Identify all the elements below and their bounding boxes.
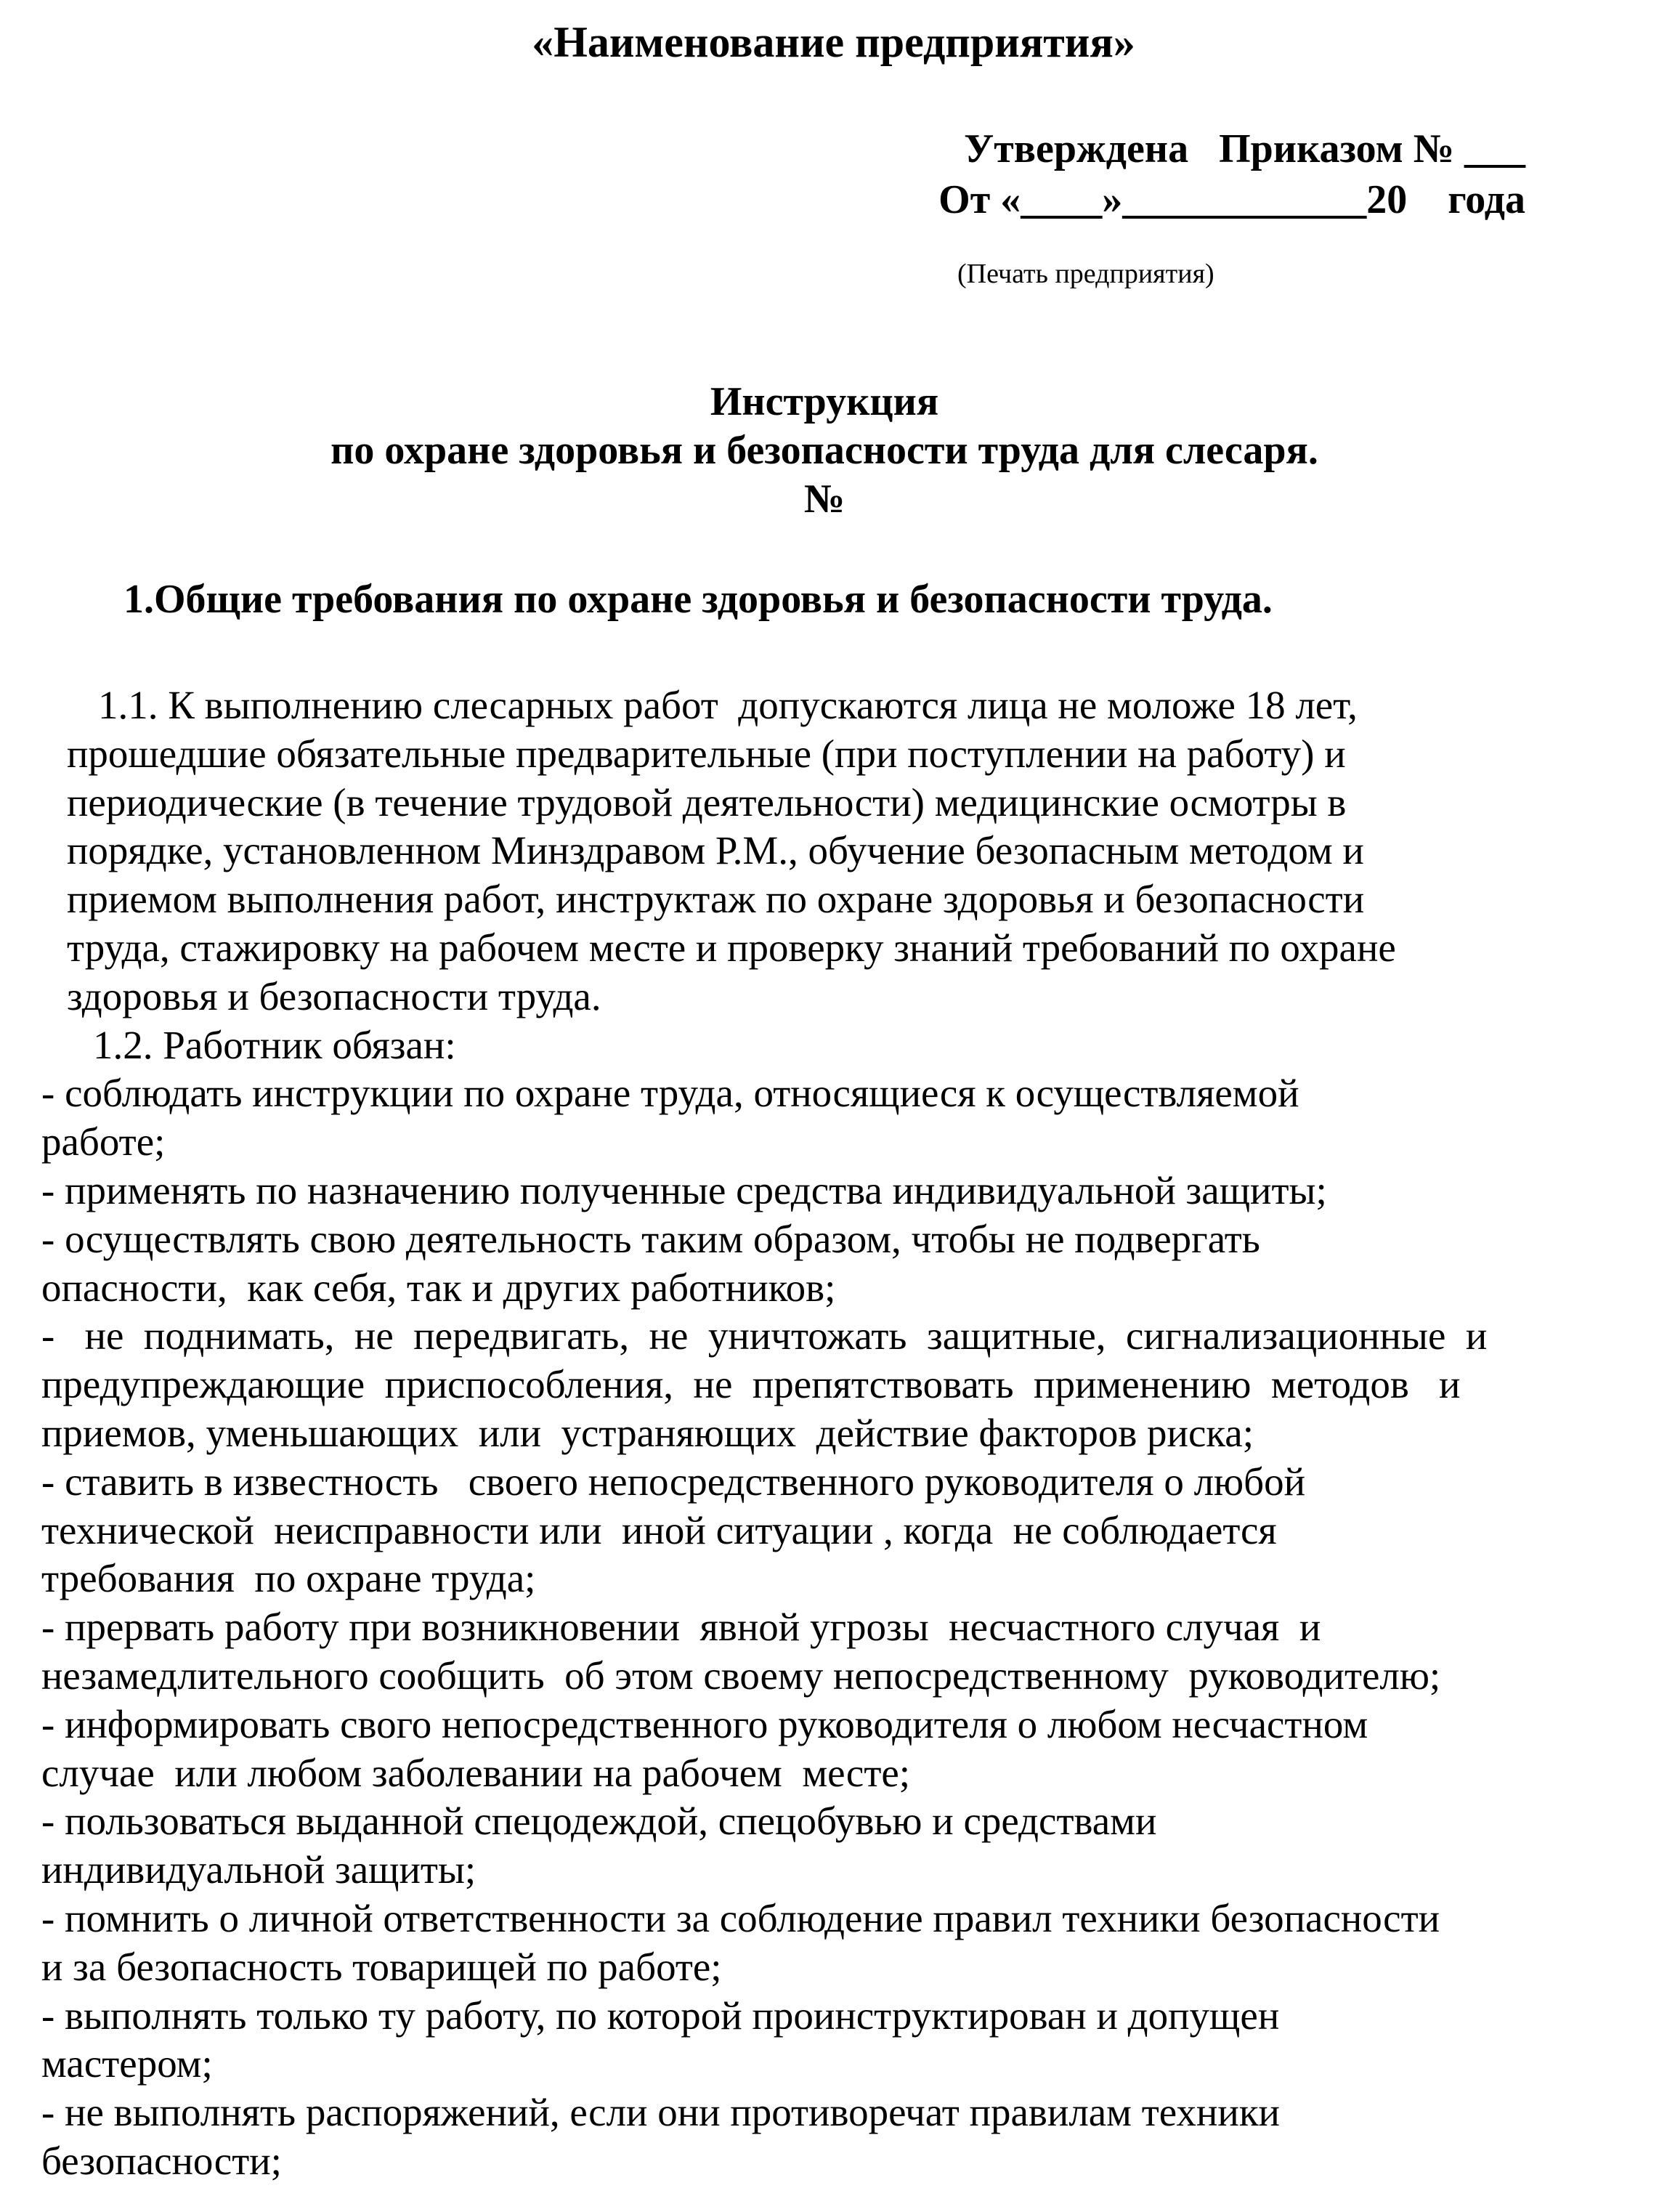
text-line: работе; <box>41 1119 166 1164</box>
text-line: незамедлительного сообщить об этом своему непосредственному руководителю; <box>41 1653 1441 1698</box>
approval-order-line: Утверждена Приказом № ___ <box>964 126 1525 171</box>
approval-block <box>938 123 1525 225</box>
text-line: прошедшие обязательные предварительные (при поступлении на работу) и <box>67 731 1346 776</box>
text-line: требования по охране труда; <box>41 1556 536 1601</box>
list-item: - помнить о личной ответственности за соблюдение правил техники безопасности <box>41 1896 1440 1940</box>
text-line: порядке, установленном Минздравом Р.М., обучение безопасным методом и <box>67 828 1364 873</box>
list-item: - выполнять только ту работу, по которой проинструктирован и допущен <box>41 1993 1280 2038</box>
text-line: 1.2. Работник обязан: <box>93 1022 456 1067</box>
text-line: мастером; <box>41 2041 213 2086</box>
text-line: случае или любом заболевании на рабочем месте; <box>41 1750 911 1795</box>
text-line: приемом выполнения работ, инструктаж по охране здоровья и безопасности <box>67 877 1365 922</box>
text-line: технической неисправности или иной ситуации , когда не соблюдается <box>41 1507 1277 1552</box>
approval-date-line: От «____»____________20 года <box>938 177 1525 222</box>
list-item: - не выполнять распоряжений, если они противоречат правилам техники <box>41 2090 1280 2135</box>
text-line: здоровья и безопасности труда. <box>67 973 601 1018</box>
list-item: - информировать свого непосредственного руководителя о любом несчастном <box>41 1701 1368 1746</box>
text-line: 1.1. К выполнению слесарных работ допускаются лица не моложе 18 лет, <box>98 683 1358 727</box>
list-item: - соблюдать инструкции по охране труда, относящиеся к осуществляемой <box>41 1071 1299 1116</box>
list-item: - пользоваться выданной спецодеждой, спецобувью и средствами <box>41 1799 1157 1844</box>
document-title <box>0 378 1649 524</box>
text-line: предупреждающие приспособления, не препятствовать применению методов и <box>41 1362 1461 1407</box>
section-heading: 1.Общие требования по охране здоровья и безопасности труда. <box>123 577 1273 622</box>
text-line: и за безопасность товарищей по работе; <box>41 1944 722 1989</box>
list-item: - не поднимать, не передвигать, не уничтожать защитные, сигнализационные и <box>41 1313 1488 1358</box>
seal-placeholder: (Печать предприятия) <box>957 259 1214 289</box>
title-line-2: по охране здоровья и безопасности труда для слесаря. <box>330 428 1318 473</box>
title-line-1: Инструкция <box>710 379 939 424</box>
company-name: «Наименование предприятия» <box>532 18 1135 66</box>
text-line: труда, стажировку на рабочем месте и проверку знаний требований по охране <box>67 925 1396 970</box>
text-line: периодические (в течение трудовой деятельности) медицинские осмотры в <box>67 779 1347 825</box>
text-line: приемов, уменьшающих или устраняющих действие факторов риска; <box>41 1411 1254 1455</box>
text-line: безопасности; <box>41 2139 282 2183</box>
title-number: № <box>803 477 845 522</box>
list-item: - ставить в известность своего непосредственного руководителя о любой <box>41 1459 1306 1504</box>
list-item: - применять по назначению полученные средства индивидуальной защиты; <box>41 1168 1327 1212</box>
list-item: - прервать работу при возникновении явной угрозы несчастного случая и <box>41 1605 1321 1650</box>
text-line: опасности, как себя, так и других работников; <box>41 1265 836 1310</box>
list-item: - осуществлять свою деятельность таким образом, чтобы не подвергать <box>41 1216 1260 1261</box>
text-line: индивидуальной защиты; <box>41 1847 476 1892</box>
